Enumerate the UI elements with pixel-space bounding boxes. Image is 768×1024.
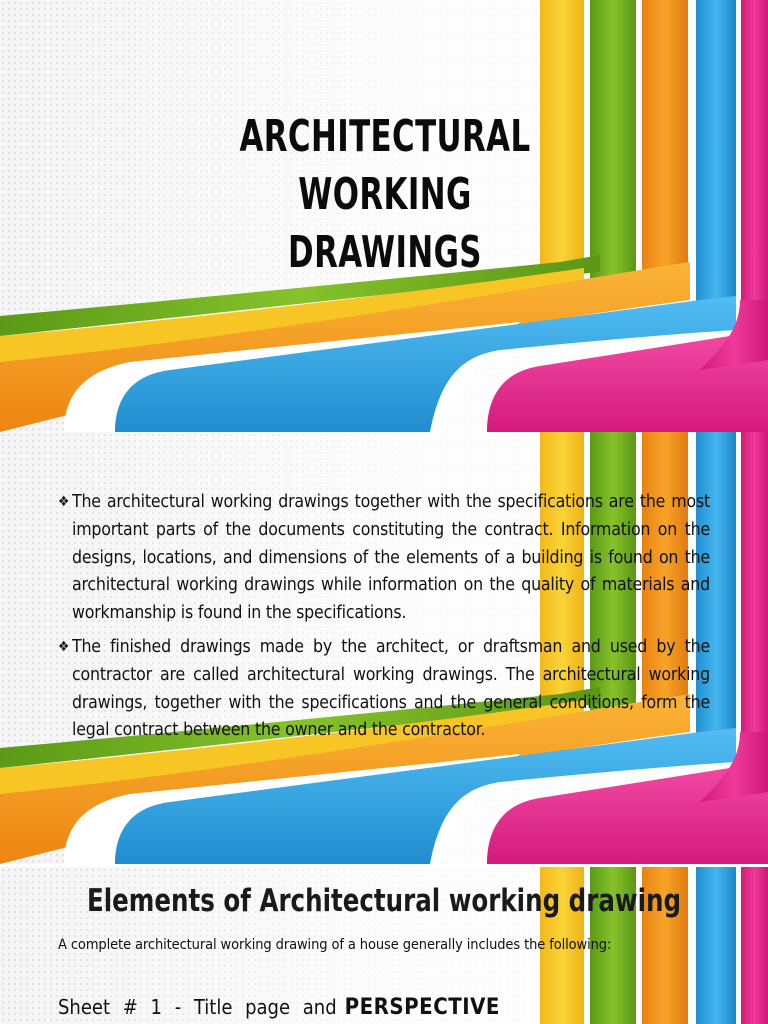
intro-text: A complete architectural working drawing of a house generally includes the following:: [58, 937, 612, 953]
slide-title-heading: [194, 108, 576, 282]
bullet-text: The finished drawings made by the architect, or draftsman and used by the contractor are called architectural working drawings. The architectural working drawings, together with the specifications and the general conditions, form the legal contract between the owner and the contractor.: [72, 636, 710, 741]
bullet-text: The architectural working drawings together with the specifications are the most important parts of the documents constituting the contract. Information on the designs, locations, and dimensions of the elements of a building is found on the architectural working drawings while information on the quality of materials and workmanship is found in the specifications.: [72, 492, 710, 624]
bullet-list: [58, 489, 710, 751]
bullet-item: [58, 634, 710, 745]
sheet-line: [58, 995, 500, 1020]
diamond-bullet-icon: ❖: [58, 638, 70, 655]
slide-heading: Elements of Architectural working drawing: [86, 883, 682, 919]
diamond-bullet-icon: ❖: [58, 494, 70, 510]
slide-title: [0, 0, 768, 432]
title-line-2: DRAWINGS: [288, 227, 482, 278]
slide-elements: [0, 867, 768, 1024]
bullet-item: [58, 489, 710, 628]
sheet-text: Sheet # 1 - Title page and: [58, 995, 337, 1019]
title-line-1: ARCHITECTURAL WORKING: [239, 111, 531, 220]
slide-definition: [0, 432, 768, 864]
sheet-emphasis: PERSPECTIVE: [344, 995, 500, 1020]
